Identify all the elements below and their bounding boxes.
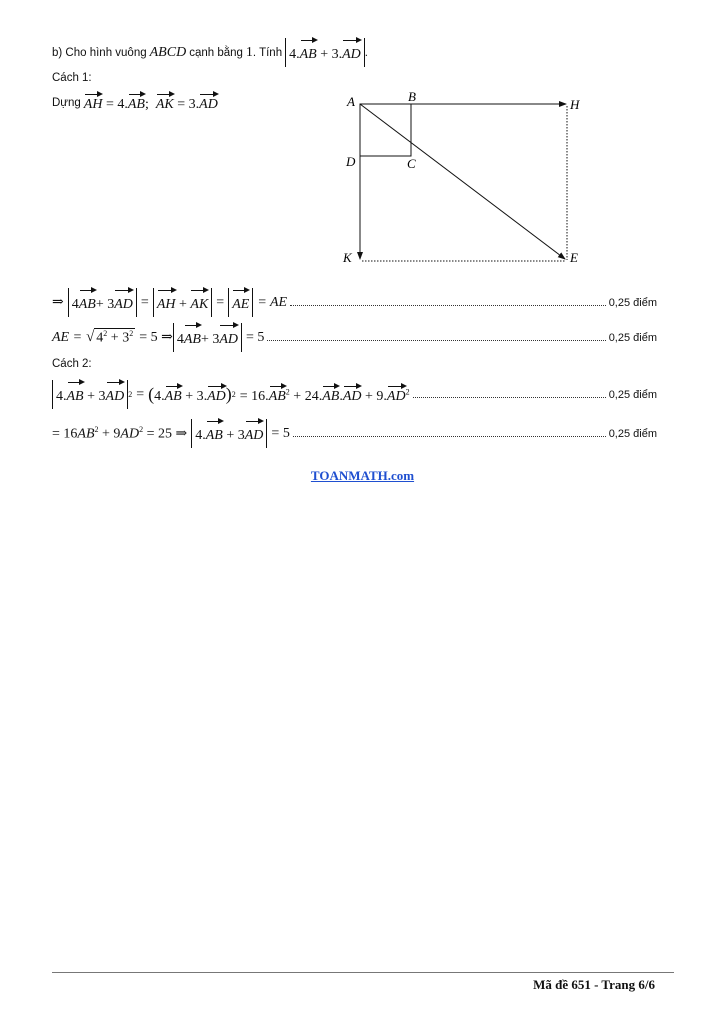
method1-title: Cách 1: [52, 72, 92, 84]
problem-expression: 4.AB + 3.AD [285, 38, 365, 67]
problem-lead: b) Cho hình vuông [52, 46, 147, 59]
problem-ask: . Tính [252, 46, 283, 59]
label-b: B [408, 89, 416, 104]
vector-ae [360, 104, 565, 259]
label-e: E [570, 250, 578, 265]
solution-line-1: ⇒ 4AB+ 3AD = AH + AK = AE = AE 0,25 điểm [52, 288, 657, 317]
problem-mid: cạnh bằng [189, 46, 243, 59]
score-line-4: 0,25 điểm [608, 427, 657, 440]
side-length: 1 [245, 44, 253, 60]
square-abcd [360, 104, 411, 156]
label-k: K [343, 250, 352, 265]
page-footer: Mã đề 651 - Trang 6/6 [533, 977, 655, 992]
label-d: D [346, 154, 356, 169]
method1-construction: Dựng AH = 4.AB; AK = 3.AD [52, 92, 218, 113]
solution-line-2: AE = √ $4^2 + 3^2$ = 5 ⇒ 4AB+ 3AD = 5 0,25 điểm [52, 323, 657, 352]
solution-line-4: = $16AB^2 + 9AD^2 = 25$ ⇒ 4.AB + 3AD = 5 0,25 điểm [52, 419, 657, 448]
solution-line-3: 4.AB + 3AD 2 = ( 4.AB + 3.AD ) 2 = $16.AB^2 + 24.AB.AD + 9.AD^2$ 0,25 điểm [52, 380, 657, 409]
footer-divider [52, 972, 674, 973]
score-line-2: 0,25 điểm [608, 331, 657, 344]
geometry-figure [335, 88, 595, 268]
label-c: C [407, 156, 416, 171]
label-h: H [570, 97, 580, 112]
score-line-3: 0,25 điểm [608, 388, 657, 401]
toanmath-link[interactable]: TOANMATH.com [310, 468, 415, 483]
square-name: ABCD [149, 44, 187, 60]
method2-title: Cách 2: [52, 358, 92, 370]
label-a: A [347, 94, 355, 109]
problem-statement: b) Cho hình vuông ABCD cạnh bằng 1 . Tính 4.AB + 3.AD . [52, 38, 368, 67]
score-line-1: 0,25 điểm [608, 296, 657, 309]
